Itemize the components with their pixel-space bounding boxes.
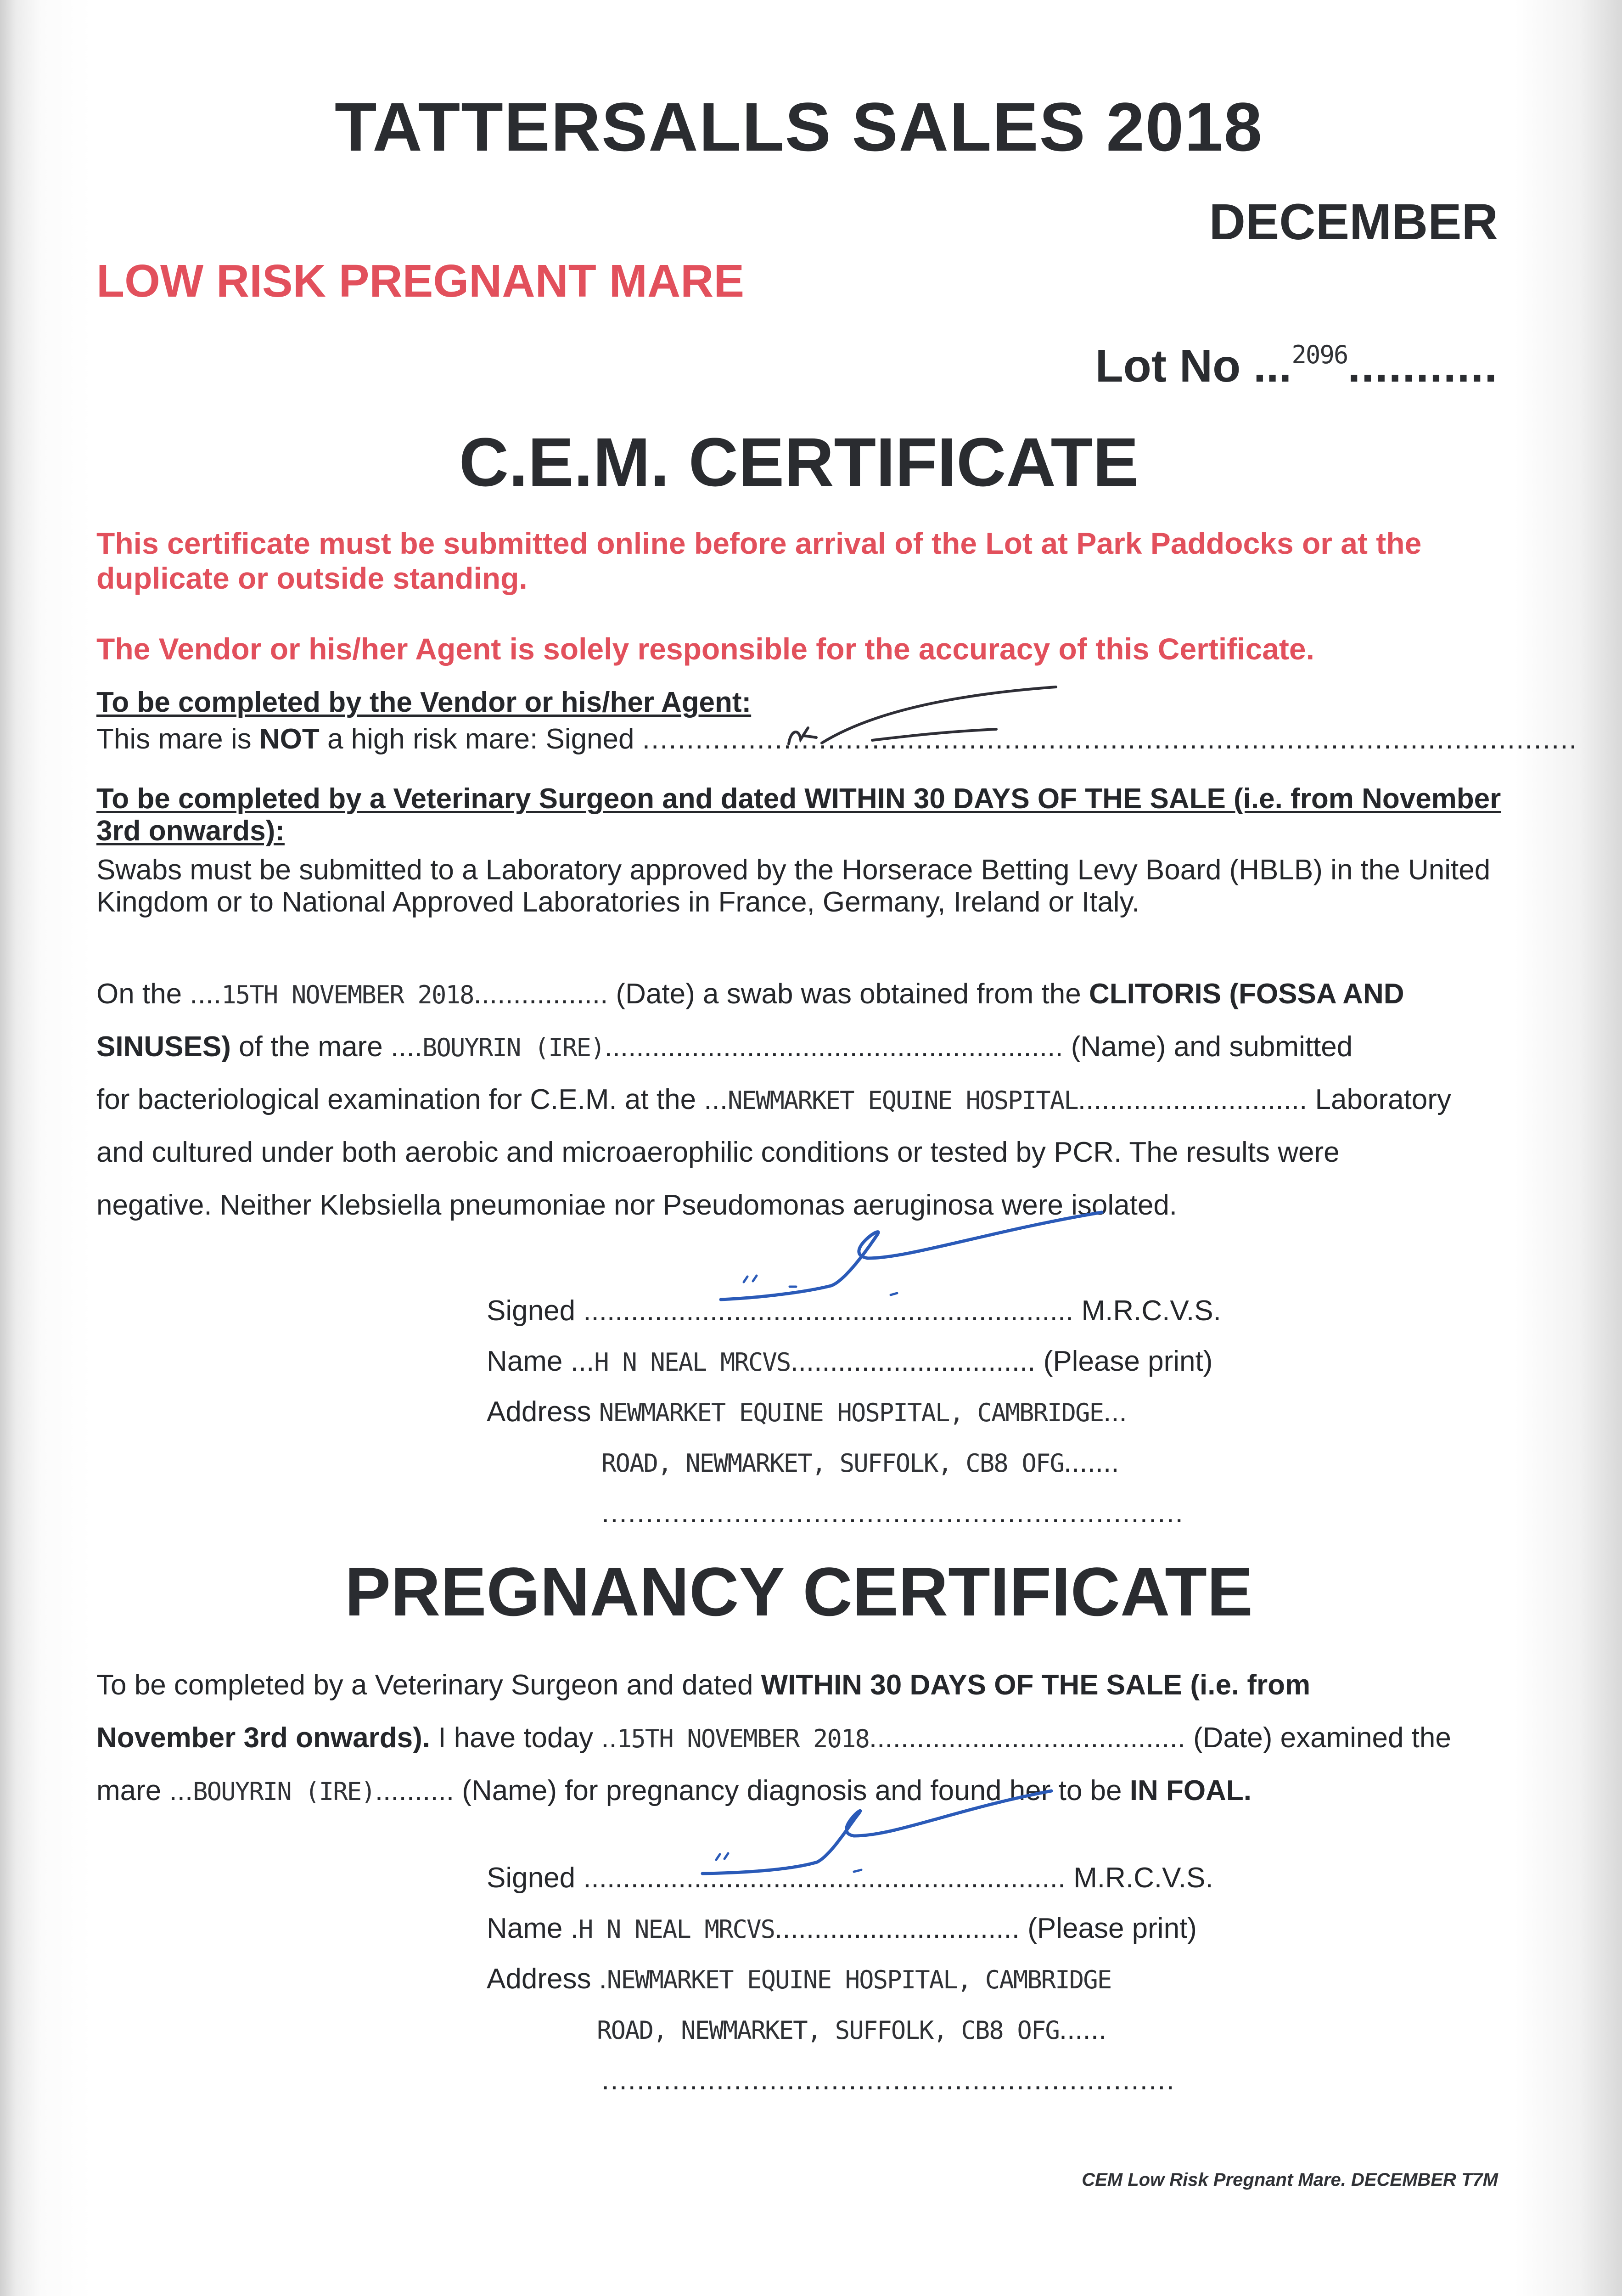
swab-note: Swabs must be submitted to a Laboratory approved by the Horserace Betting Levy Board (HBLB) in the United Kingdom or to National Approved Laboratories in France, Germany, Ireland or Italy. [96,854,1491,918]
preg-name-row: Name .H N NEAL MRCVS............................... (Please print) [487,1913,1197,1944]
preg-date-line: November 3rd onwards). I have today ..15TH NOVEMBER 2018........................................ (Date) examined the [96,1722,1451,1754]
preg-address-line1: NEWMARKET EQUINE HOSPITAL, CAMBRIDGE [606,1965,1111,1994]
form-reference: CEM Low Risk Pregnant Mare. DECEMBER T7M [1082,2170,1498,2190]
cem-address-row3: .................................................................. [601,1497,1184,1529]
swab-site: CLITORIS (FOSSA AND [1089,978,1404,1010]
preg-address-row2: ROAD, NEWMARKET, SUFFOLK, CB8 OFG...... [597,2014,1107,2045]
sale-month: DECEMBER [1209,194,1498,250]
culture-line: and cultured under both aerobic and microaerophilic conditions or tested by PCR. The results were [96,1137,1340,1168]
cem-address-row2: ROAD, NEWMARKET, SUFFOLK, CB8 OFG....... [601,1446,1119,1478]
preg-address-line2: ROAD, NEWMARKET, SUFFOLK, CB8 OFG [597,2016,1059,2045]
vendor-heading: To be completed by the Vendor or his/her Agent: [96,687,752,718]
mare-name-line: SINUSES) of the mare ....BOUYRIN (IRE).......................................................... (Name) and submitted [96,1031,1353,1063]
swab-date: 15TH NOVEMBER 2018 [221,980,474,1009]
cem-address-line1: NEWMARKET EQUINE HOSPITAL, CAMBRIDGE [599,1398,1104,1427]
lot-trail: ........... [1347,340,1498,392]
preg-address-row3: ................................................................. [601,2064,1175,2096]
preg-address-row: Address .NEWMARKET EQUINE HOSPITAL, CAMBRIDGE [487,1963,1111,1995]
cem-address-row: Address NEWMARKET EQUINE HOSPITAL, CAMBRIDGE... [487,1396,1127,1428]
vendor-text-a: This mare is [96,723,252,755]
preg-signed-row: Signed ............................................................. M.R.C.V.S. [487,1862,1213,1894]
cem-address-line2: ROAD, NEWMARKET, SUFFOLK, CB8 OFG [601,1449,1064,1478]
vendor-text-not: NOT [259,723,320,755]
sales-title: TATTERSALLS SALES 2018 [334,88,1263,165]
lot-label: Lot No ... [1095,340,1292,392]
preg-intro-line: To be completed by a Veterinary Surgeon and dated WITHIN 30 DAYS OF THE SALE (i.e. from [96,1669,1311,1701]
preg-mare-name: BOUYRIN (IRE) [193,1777,375,1806]
cem-vet-name: H N NEAL MRCVS [594,1348,791,1377]
cem-certificate-title: C.E.M. CERTIFICATE [459,423,1139,501]
swab-date-line: On the ....15TH NOVEMBER 2018................. (Date) a swab was obtained from the CLITORIS (FOSSA AND [96,978,1404,1010]
cem-name-row: Name ...H N NEAL MRCVS............................... (Please print) [487,1345,1213,1377]
negative-line: negative. Neither Klebsiella pneumoniae nor Pseudomonas aeruginosa were isolated. [96,1189,1178,1221]
preg-date: 15TH NOVEMBER 2018 [617,1724,869,1753]
lab-name: NEWMARKET EQUINE HOSPITAL [727,1086,1078,1115]
mare-name: BOUYRIN (IRE) [422,1033,605,1062]
lab-line: for bacteriological examination for C.E.M. at the ...NEWMARKET EQUINE HOSPITAL............................. Laboratory [96,1084,1451,1115]
preg-vet-name: H N NEAL MRCVS [578,1915,775,1944]
cem-signed-row: Signed .............................................................. M.R.C.V.S. [487,1295,1221,1327]
in-foal-result: IN FOAL. [1129,1775,1252,1806]
submission-notice: This certificate must be submitted online before arrival of the Lot at Park Paddocks or at the duplicate or outside standing. [96,526,1422,595]
vendor-text-b: a high risk mare: Signed [327,723,634,755]
preg-mare-line: mare ...BOUYRIN (IRE).......... (Name) for pregnancy diagnosis and found her to be IN FOAL. [96,1775,1252,1806]
vendor-declaration: This mare is NOT a high risk mare: Signed .......................................................................................................... [96,723,1578,755]
pregnancy-certificate-title: PREGNANCY CERTIFICATE [345,1553,1253,1630]
risk-category: LOW RISK PREGNANT MARE [96,255,745,307]
vet-heading: To be completed by a Veterinary Surgeon and dated WITHIN 30 DAYS OF THE SALE (i.e. from November 3rd onwards): [96,783,1501,847]
vendor-signature [780,684,1065,758]
responsibility-notice: The Vendor or his/her Agent is solely responsible for the accuracy of this Certificate. [96,632,1314,666]
lot-number-value: 2096 [1291,340,1348,369]
lot-number-field [1095,340,1498,393]
